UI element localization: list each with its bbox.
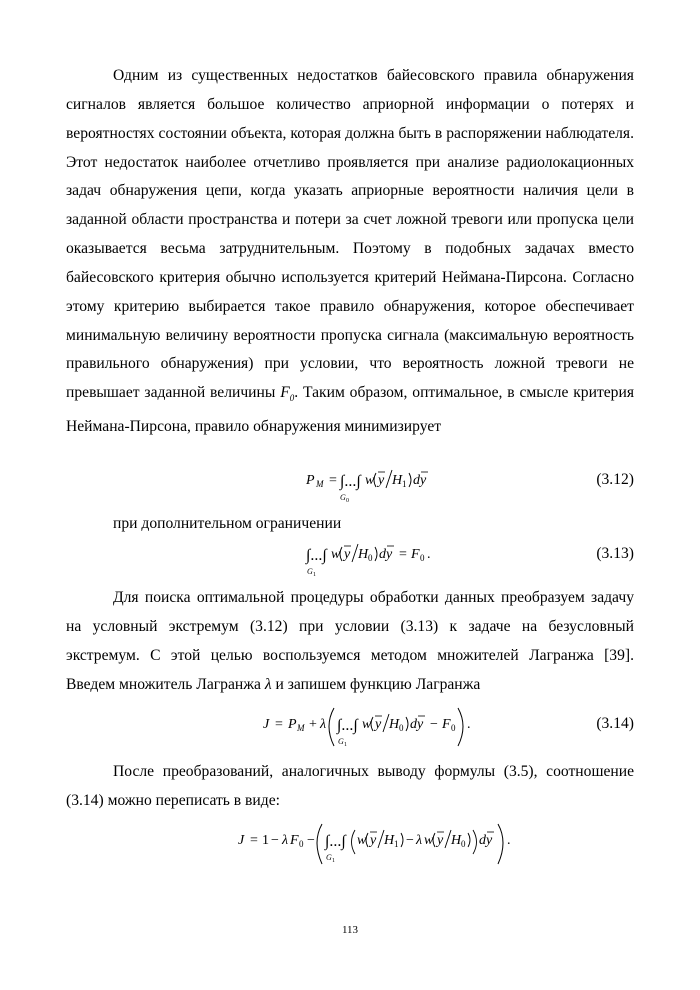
paragraph-constraint (66, 510, 634, 539)
eq314-H-sub: 0 (399, 723, 404, 733)
paragraph-lagrange-text-a: Для поиска оптимальной процедуры обработки данных преобразуем задачу на условный экстремум (3.12) при условии (3.13) к задаче на безусловный экстремум. С этой целью воспользуемся методом множителей Лагранжа [39]. Введем множитель Лагранжа (66, 589, 634, 693)
eq312-w: w (365, 473, 375, 488)
eq312-region-sub: 0 (346, 498, 349, 504)
paragraph-lagrange-text-b: и запишем функцию Лагранжа (275, 675, 481, 693)
eq315-H0: H (451, 833, 462, 848)
eq313-integral: ∫...∫ (306, 547, 327, 564)
eq312-number: (3.12) (596, 471, 634, 488)
page-number: 113 (341, 924, 359, 936)
eq314-rparen (406, 717, 408, 731)
eq315-lhs: J (238, 833, 245, 848)
eq313-H-sub: 0 (368, 553, 373, 563)
eq315-end: . (507, 833, 511, 848)
eq314-big-rparen (458, 708, 463, 746)
math-F-sub: 0 (289, 393, 295, 404)
eq314-end: . (467, 717, 471, 732)
inline-math-lambda: λ (264, 675, 272, 693)
eq313-rhs-sub: 0 (420, 553, 425, 563)
eq313-w: w (331, 547, 341, 562)
eq313-region: G (307, 567, 313, 576)
eq314-region: G (338, 737, 344, 746)
eq315-eq: = (250, 833, 258, 848)
eq315-H1: H (384, 833, 395, 848)
eq315-lambda2: λ (416, 833, 423, 848)
eq315-integral: ∫...∫ (325, 833, 346, 850)
eq315-y1: y (370, 833, 377, 848)
formula-3-13 (0, 536, 700, 576)
eq312-rparen (409, 473, 411, 487)
eq313-rhs: F (411, 547, 420, 562)
eq315-minus3: − (406, 833, 414, 848)
eq315-big-lparen (317, 824, 322, 864)
eq312-lhs: P (306, 473, 315, 488)
eq314-number: (3.14) (596, 715, 634, 732)
eq313-region-sub: 1 (313, 572, 316, 578)
eq315-region: G (326, 853, 332, 862)
eq315-minus2: − (307, 833, 315, 848)
paragraph-intro-text: Одним из существенных недостатков байесовского правила обнаружения сигналов является большое количество априорной информации о потерях и вероятностях состоянии объекта, которая должна быть в распоряжении наблюдателя. Этот недостаток наиболее отчетливо проявляется при анализе радиолокационных задач обнаружения цепи, когда указать априорные вероятности наличия цели в заданной области пространства и потери за счет ложной тревоги или пропуска цели оказывается весьма затруднительным. Поэтому в подобных задачах вместо байесовского критерия обычно используется критерий Неймана-Пирсона. Согласно этому критерию выбирается такое правило обнаружения, которое обеспечивает минимальную величину вероятности пропуска сигнала (максимальную вероятность правильного обнаружения) при условии, что вероятность ложной тревоги не превышает заданной величины (66, 67, 634, 402)
eq314-lhs: J (263, 717, 270, 732)
eq314-w: w (362, 717, 372, 732)
eq314-F: F (442, 717, 451, 732)
eq314-integral: ∫...∫ (337, 717, 358, 734)
paragraph-intro (66, 62, 634, 442)
eq313-end: . (427, 547, 431, 562)
eq312-region: G (340, 493, 346, 502)
eq312-H-sub: 1 (402, 479, 407, 489)
eq315-dy: dy (479, 833, 493, 848)
formula-lagrange-expanded (0, 818, 700, 864)
eq314-eq: = (275, 717, 283, 732)
formula-3-12-svg (0, 462, 700, 506)
paragraph-transform-text: После преобразований, аналогичных выводу формулы (3.5), соотношение (3.14) можно переписать в виде: (66, 763, 634, 809)
eq315-lambda1: λ (282, 833, 289, 848)
eq312-integral: ∫...∫ (340, 473, 361, 490)
eq315-w2: w (424, 833, 434, 848)
eq315-F: F (290, 833, 299, 848)
eq315-big-rparen (498, 824, 503, 864)
formula-3-14-svg (0, 702, 700, 752)
eq314-dy: dy (410, 717, 424, 732)
eq312-H: H (392, 473, 403, 488)
eq314-F-sub: 0 (451, 723, 456, 733)
eq315-H1-sub: 1 (394, 839, 399, 849)
paragraph-intro-tail: . Таким образом, оптимальное, в смысле критерия Неймана-Пирсона, правило обнаружения минимизирует (66, 384, 634, 436)
eq313-dy: dy (379, 547, 393, 562)
eq313-rparen (375, 547, 377, 561)
eq314-lambda: λ (320, 717, 327, 732)
eq314-H: H (389, 717, 400, 732)
eq315-minus1: − (271, 833, 279, 848)
eq314-P-sub: M (297, 723, 305, 733)
eq315-region-sub: 1 (332, 858, 335, 864)
eq313-H: H (358, 547, 369, 562)
paragraph-transform (66, 758, 634, 816)
eq312-dy: dy (413, 473, 427, 488)
eq313-number: (3.13) (596, 545, 634, 562)
eq312-eq: = (329, 473, 337, 488)
formula-3-12 (0, 462, 700, 502)
eq315-F-sub: 0 (299, 839, 304, 849)
eq314-P: P (288, 717, 297, 732)
eq315-H0-sub: 0 (461, 839, 466, 849)
eq315-mid-rparen (473, 830, 477, 854)
eq315-y2: y (437, 833, 444, 848)
eq313-eq: = (399, 547, 407, 562)
eq312-y: y (378, 473, 385, 488)
eq314-minus: − (430, 717, 438, 732)
eq315-one: 1 (262, 833, 269, 848)
eq315-mid-lparen (352, 830, 356, 854)
formula-3-14 (0, 702, 700, 748)
paragraph-constraint-text: при дополнительном ограничении (113, 515, 342, 532)
formula-3-13-svg (0, 536, 700, 580)
formula-lagrange-expanded-svg (0, 818, 700, 870)
math-F: F (280, 384, 290, 402)
eq314-y: y (375, 717, 382, 732)
eq314-plus: + (309, 717, 317, 732)
eq315-rparen2 (468, 833, 470, 847)
inline-math-F0 (280, 384, 295, 404)
eq314-big-lparen (329, 708, 334, 746)
eq315-rparen1 (401, 833, 403, 847)
eq312-lhs-sub: M (316, 479, 324, 489)
eq315-w1: w (357, 833, 367, 848)
eq314-region-sub: 1 (344, 742, 347, 748)
paragraph-lagrange (66, 584, 634, 699)
eq313-y: y (344, 547, 351, 562)
